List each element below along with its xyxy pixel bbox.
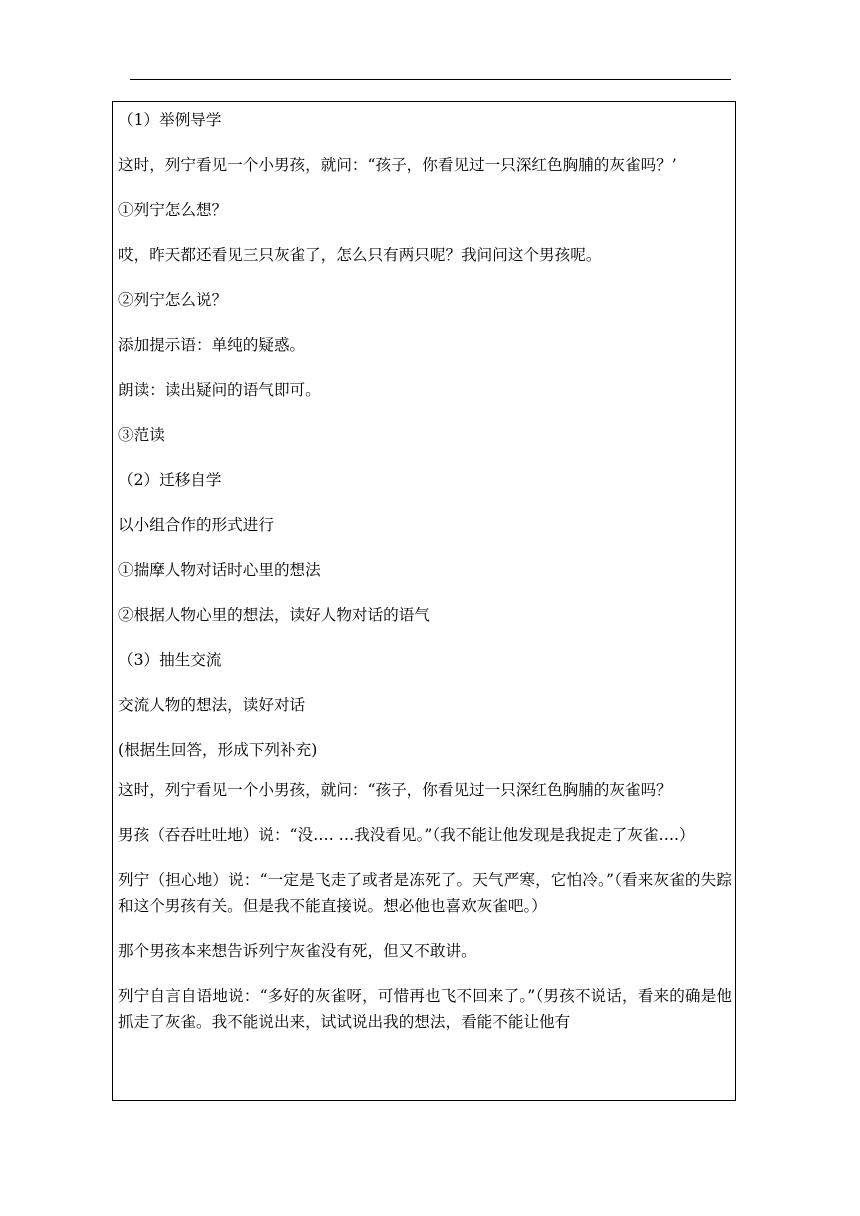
paragraph-line: 哎，昨天都还看见三只灰雀了，怎么只有两只呢？我问问这个男孩呢。 xyxy=(118,246,602,264)
paragraph-line: 朗读：读出疑问的语气即可。 xyxy=(118,381,321,399)
dialogue-paragraph: 列宁（担心地）说：“一定是飞走了或者是冻死了。天气严寒，它怕冷。”（看来灰雀的失踪和这个男孩有关。但是我不能直接说。想必他也喜欢灰雀吧。） xyxy=(118,871,732,915)
paragraph-line: (根据生回答，形成下列补充) xyxy=(118,741,318,759)
dialogue-paragraph: 男孩（吞吞吐吐地）说：“没…. …我没看见。”（我不能让他发现是我捉走了灰雀….） xyxy=(118,826,695,844)
question-line: ②列宁怎么说？ xyxy=(118,291,228,309)
dialogue-line: 这时，列宁看见一个小男孩，就问：“孩子，你看见过一只深红色胸脯的灰雀吗？ xyxy=(118,781,672,799)
paragraph-line: 交流人物的想法，读好对话 xyxy=(118,696,306,714)
header-rule xyxy=(130,79,731,80)
paragraph-line: 那个男孩本来想告诉列宁灰雀没有死，但又不敢讲。 xyxy=(118,942,477,960)
paragraph-line: ③范读 xyxy=(118,426,165,444)
dialogue-paragraph: 列宁自言自语地说：“多好的灰雀呀，可惜再也飞不回来了。”（男孩不说话，看来的确是他抓走了灰雀。我不能说出来，试试说出我的想法，看能不能让他有 xyxy=(118,987,732,1031)
paragraph-line: 添加提示语：单纯的疑惑。 xyxy=(118,336,306,354)
section-heading-exchange: （3）抽生交流 xyxy=(118,651,222,669)
document-body xyxy=(118,107,732,1054)
paragraph-line: 以小组合作的形式进行 xyxy=(118,516,274,534)
paragraph-line: ②根据人物心里的想法，读好人物对话的语气 xyxy=(118,606,430,624)
paragraph-line: ①揣摩人物对话时心里的想法 xyxy=(118,561,321,579)
section-heading-example: （1）举例导学 xyxy=(118,111,222,129)
section-heading-transfer: （2）迁移自学 xyxy=(118,471,222,489)
question-line: ①列宁怎么想？ xyxy=(118,201,228,219)
paragraph-line: 这时，列宁看见一个小男孩，就问：“孩子，你看见过一只深红色胸脯的灰雀吗？’ xyxy=(118,156,677,174)
